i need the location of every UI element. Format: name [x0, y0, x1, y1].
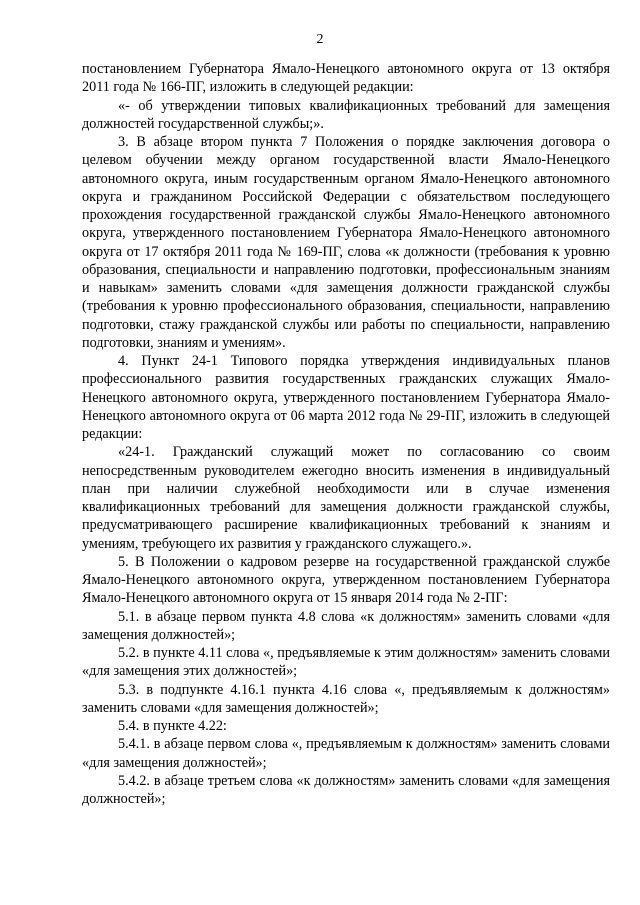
paragraph-item-5-4: 5.4. в пункте 4.22: — [118, 718, 227, 734]
paragraph-item-3: 3. В абзаце втором пункта 7 Положения о порядке заключения договора о целевом обучении между органом государственной власти Ямало-Ненецкого автономного округа, иным государственным органом Ямало-Ненецкого автономного округа и гражданином Российской Федерации с обязательством последующего прохождения государственной гражданской службы Ямало-Ненецкого автономного округа, утвержденного постановлением Губернатора Ямало-Ненецкого автономного округа от 17 октября 2011 года № 169-ПГ, слова «к должности (требования к уровню образования, специальности и направлению подготовки, профессиональным знаниям и навыкам» заменить словами «для замещения должности гражданской службы (требования к уровню профессионального образования, специальности, направлению подготовки, стажу гражданской службы или работы по специальности, направлению подготовки, знаниям и умениям». — [82, 134, 610, 351]
paragraph-item-24-1: «24-1. Гражданский служащий может по согласованию со своим непосредственным руководителем ежегодно вносить изменения в индивидуальный план при наличии служебной необходимости или в случае изменения квалификационных требований для замещения должности гражданской службы, предусматривающего расширение квалификационных требований к знаниям и умениям, требующего их развития у гражданского служащего.». — [82, 444, 610, 552]
document-body — [82, 60, 610, 808]
paragraph-item-5-2: 5.2. в пункте 4.11 слова «, предъявляемые к этим должностям» заменить словами «для замещения этих должностей»; — [82, 645, 610, 680]
paragraph-continuation: постановлением Губернатора Ямало-Ненецкого автономного округа от 13 октября 2011 года № 166-ПГ, изложить в следующей редакции: — [82, 61, 610, 96]
paragraph-item-4: 4. Пункт 24-1 Типового порядка утверждения индивидуальных планов профессионального развития государственных гражданских служащих Ямало-Ненецкого автономного округа, утвержденного постановлением Губернатора Ямало-Ненецкого автономного округа от 06 марта 2012 года № 29-ПГ, изложить в следующей редакции: — [82, 353, 610, 442]
paragraph-item-5-1: 5.1. в абзаце первом пункта 4.8 слова «к должностям» заменить словами «для замещения должностей»; — [82, 608, 610, 643]
paragraph-quoted-amendment: «- об утверждении типовых квалификационных требований для замещения должностей государственной службы;». — [82, 97, 610, 132]
paragraph-item-5-4-2: 5.4.2. в абзаце третьем слова «к должностям» заменить словами «для замещения должностей»; — [82, 772, 610, 807]
paragraph-item-5: 5. В Положении о кадровом резерве на государственной гражданской службе Ямало-Ненецкого автономного округа, утвержденном постановлением Губернатора Ямало-Ненецкого автономного округа от 15 января 2014 года № 2-ПГ: — [82, 553, 610, 607]
paragraph-item-5-4-1: 5.4.1. в абзаце первом слова «, предъявляемым к должностям» заменить словами «для замещения должностей»; — [82, 736, 610, 771]
paragraph-item-5-3: 5.3. в подпункте 4.16.1 пункта 4.16 слова «, предъявляемым к должностям» заменить словами «для замещения должностей»; — [82, 681, 610, 716]
page-number: 2 — [316, 32, 324, 47]
